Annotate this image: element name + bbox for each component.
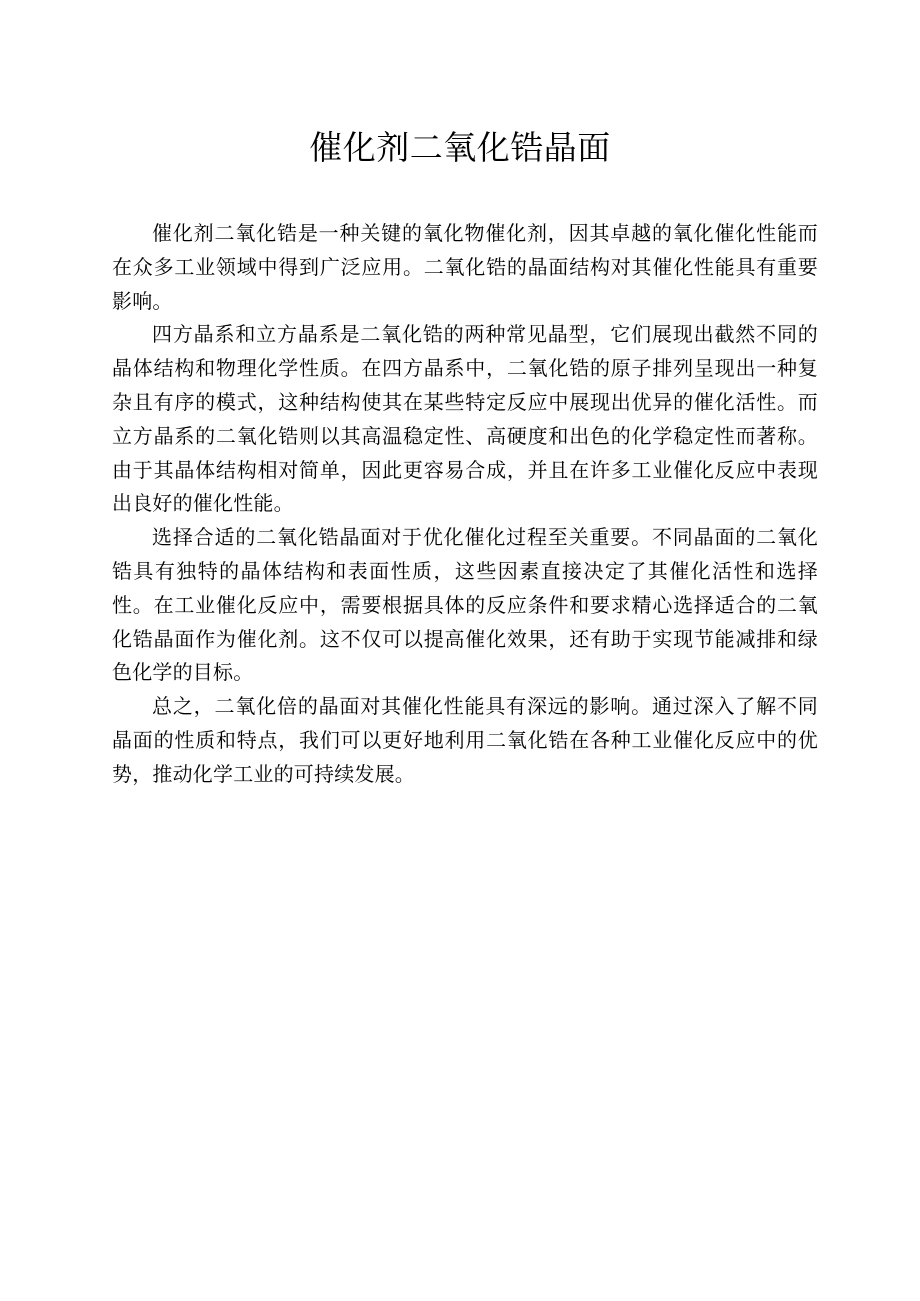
document-title: 催化剂二氧化锆晶面	[309, 128, 611, 167]
paragraph-crystal-face-selection: 选择合适的二氧化锆晶面对于优化催化过程至关重要。不同晶面的二氧化锆具有独特的晶体结构和表面性质，这些因素直接决定了其催化活性和选择性。在工业催化反应中，需要根据具体的反应条件和要求精心选择适合的二氧化锆晶面作为催化剂。这不仅可以提高催化效果，还有助于实现节能减排和绿色化学的目标。	[112, 525, 818, 685]
paragraph-crystal-systems: 四方晶系和立方晶系是二氧化锆的两种常见晶型，它们展现出截然不同的晶体结构和物理化学性质。在四方晶系中，二氧化锆的原子排列呈现出一种复杂且有序的模式，这种结构使其在某些特定反应中展现出优异的催化活性。而立方晶系的二氧化锆则以其高温稳定性、高硬度和出色的化学稳定性而著称。由于其晶体结构相对简单，因此更容易合成，并且在许多工业催化反应中表现出良好的催化性能。	[112, 322, 818, 516]
paragraph-intro: 催化剂二氧化锆是一种关键的氧化物催化剂，因其卓越的氧化催化性能而在众多工业领域中得到广泛应用。二氧化锆的晶面结构对其催化性能具有重要影响。	[112, 221, 818, 313]
paragraph-conclusion: 总之，二氧化倍的晶面对其催化性能具有深远的影响。通过深入了解不同晶面的性质和特点，我们可以更好地利用二氧化锆在各种工业催化反应中的优势，推动化学工业的可持续发展。	[112, 694, 818, 786]
document-body	[112, 217, 818, 792]
